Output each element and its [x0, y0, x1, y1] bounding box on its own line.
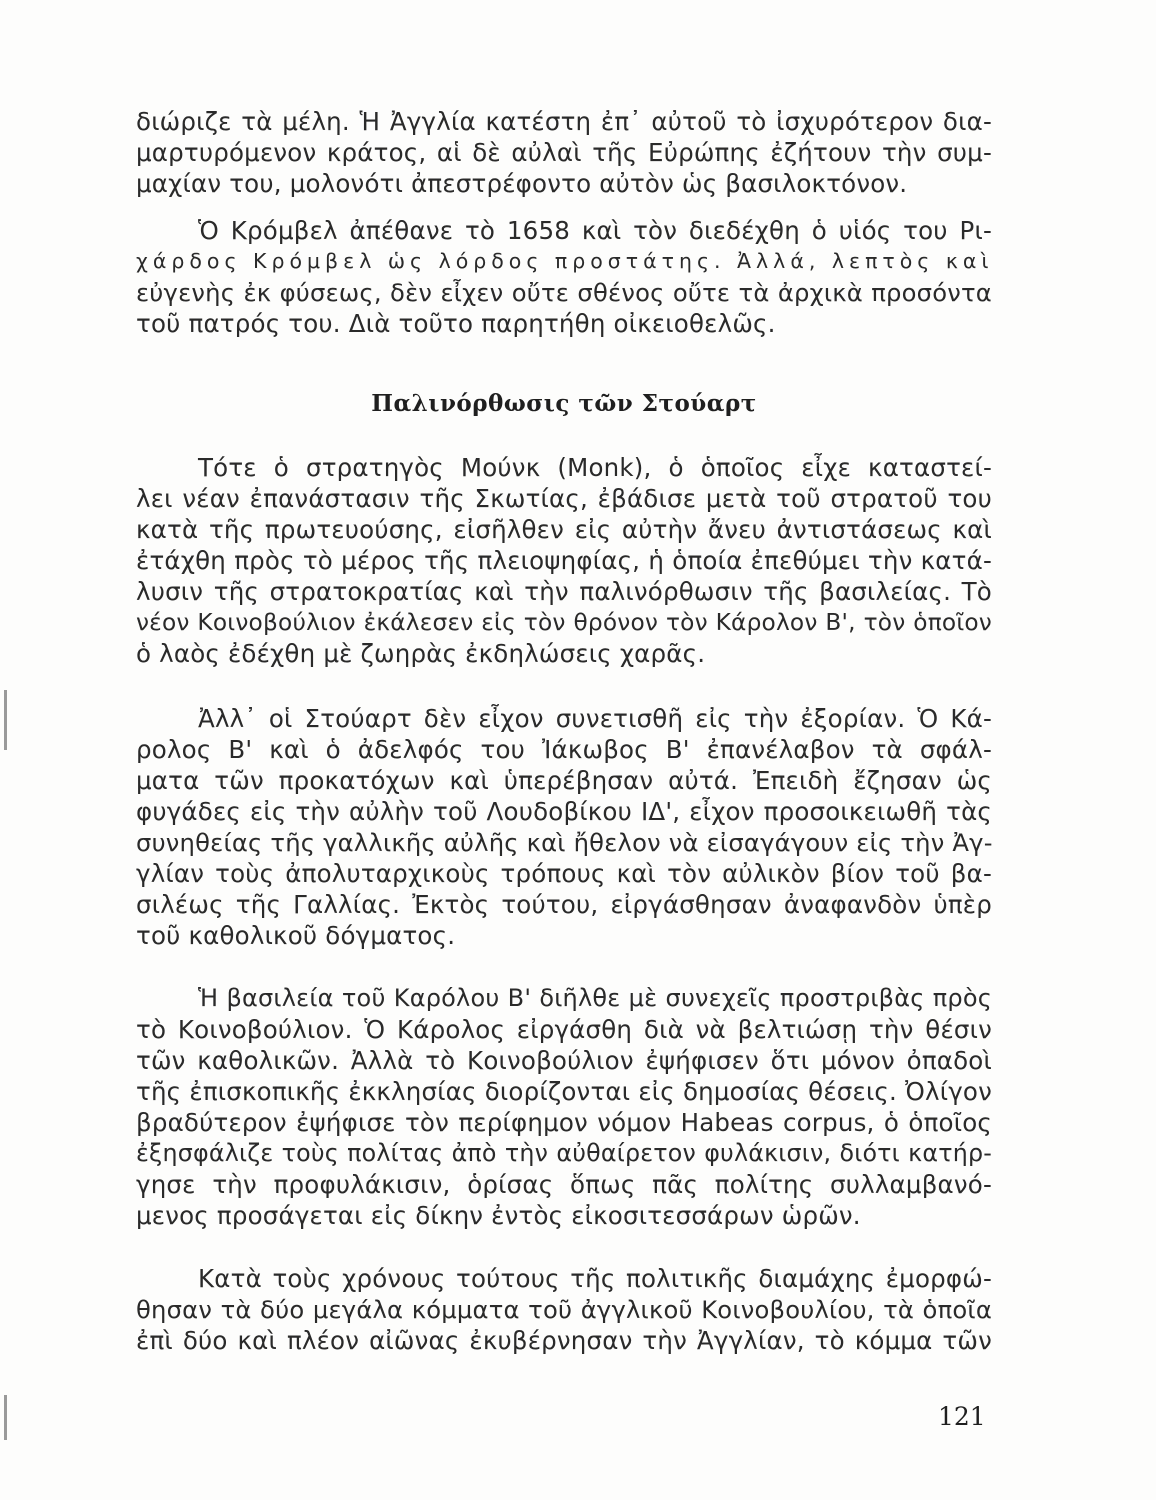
text-line: λει νέαν ἐπανάστασιν τῆς Σκωτίας, ἐβάδισε μετὰ τοῦ στρατοῦ του — [136, 484, 992, 513]
paragraph — [136, 983, 992, 1231]
text-line: μαχίαν του, μολονότι ἀπεστρέφοντο αὐτὸν ὡς βασιλοκτόνον. — [136, 169, 908, 198]
scan-edge-mark — [4, 1395, 7, 1440]
text-line: συνηθείας τῆς γαλλικῆς αὐλῆς καὶ ἤθελον νὰ εἰσαγάγουν εἰς τὴν Ἀγ- — [136, 828, 993, 857]
text-line: τοῦ πατρός του. Διὰ τοῦτο παρητήθη οἰκειοθελῶς. — [136, 309, 776, 338]
text-line: κατὰ τῆς πρωτευούσης, εἰσῆλθεν εἰς αὐτὴν ἄνευ ἀντιστάσεως καὶ — [136, 515, 992, 544]
text-line: θησαν τὰ δύο μεγάλα κόμματα τοῦ ἀγγλικοῦ Κοινοβουλίου, τὰ ὁποῖα — [136, 1295, 992, 1324]
text-line: φυγάδες εἰς τὴν αὐλὴν τοῦ Λουδοβίκου ΙΔ', εἶχον προσοικειωθῆ τὰς — [136, 797, 992, 826]
text-line: εὐγενὴς ἐκ φύσεως, δὲν εἶχεν οὔτε σθένος οὔτε τὰ ἀρχικὰ προσόντα — [136, 278, 992, 307]
text-line: ματα τῶν προκατόχων καὶ ὑπερέβησαν αὐτά. Ἐπειδὴ ἔζησαν ὡς — [136, 766, 992, 795]
text-line: μαρτυρόμενον κράτος, αἱ δὲ αὐλαὶ τῆς Εὐρώπης ἐζήτουν τὴν συμ- — [136, 138, 992, 167]
text-line: νέον Κοινοβούλιον ἐκάλεσεν εἰς τὸν θρόνον τὸν Κάρολον Β', τὸν ὁποῖον — [136, 609, 992, 636]
text-line: Κατὰ τοὺς χρόνους τούτους τῆς πολιτικῆς διαμάχης ἐμορφώ- — [198, 1264, 992, 1293]
text-line: Ἡ βασιλεία τοῦ Καρόλου Β' διῆλθε μὲ συνεχεῖς προστριβὰς πρὸς — [198, 984, 992, 1012]
scan-edge-mark — [4, 690, 7, 750]
text-line: ρολος Β' καὶ ὁ ἀδελφός του Ἰάκωβος Β' ἐπανέλαβον τὰ σφάλ- — [136, 735, 992, 764]
text-line: σιλέως τῆς Γαλλίας. Ἐκτὸς τούτου, εἰργάσθησαν ἀναφανδὸν ὑπὲρ — [136, 890, 992, 919]
paragraph — [136, 106, 992, 199]
text-line: γλίαν τοὺς ἀπολυταρχικοὺς τρόπους καὶ τὸν αὐλικὸν βίον τοῦ βα- — [136, 859, 992, 888]
text-line: ἐπὶ δύο καὶ πλέον αἰῶνας ἐκυβέρνησαν τὴν Ἀγγλίαν, τὸ κόμμα τῶν — [136, 1326, 992, 1355]
text-line: μενος προσάγεται εἰς δίκην ἐντὸς εἰκοσιτεσσάρων ὡρῶν. — [136, 1201, 861, 1230]
text-line: Τότε ὁ στρατηγὸς Μούνκ (Monk), ὁ ὁποῖος εἶχε καταστεί- — [198, 453, 992, 482]
paragraph — [136, 1263, 992, 1356]
text-line: ὁ λαὸς ἐδέχθη μὲ ζωηρὰς ἐκδηλώσεις χαρᾶς. — [136, 639, 706, 668]
text-line: τὸ Κοινοβούλιον. Ὁ Κάρολος εἰργάσθη διὰ νὰ βελτιώσῃ τὴν θέσιν — [136, 1015, 992, 1044]
text-line: λυσιν τῆς στρατοκρατίας καὶ τὴν παλινόρθωσιν τῆς βασιλείας. Τὸ — [136, 577, 992, 606]
text-line: γησε τὴν προφυλάκισιν, ὁρίσας ὅπως πᾶς πολίτης συλλαμβανό- — [136, 1170, 992, 1199]
text-line: Ἀλλ᾽ οἱ Στούαρτ δὲν εἶχον συνετισθῆ εἰς τὴν ἐξορίαν. Ὁ Κά- — [198, 704, 992, 733]
text-line: Ὁ Κρόμβελ ἀπέθανε τὸ 1658 καὶ τὸν διεδέχθη ὁ υἱός του Ρι- — [198, 216, 992, 245]
text-line: χάρδος Κρόμβελ ὡς λόρδος προστάτης. Ἀλλά, λεπτὸς καὶ — [136, 249, 994, 273]
text-line: βραδύτερον ἐψήφισε τὸν περίφημον νόμον Habeas corpus, ὁ ὁποῖος — [136, 1108, 992, 1137]
paragraph — [136, 703, 992, 951]
text-line: διώριζε τὰ μέλη. Ἡ Ἀγγλία κατέστη ἐπ᾽ αὐτοῦ τὸ ἰσχυρότερον δια- — [136, 107, 992, 136]
text-line: ἐτάχθη πρὸς τὸ μέρος τῆς πλειοψηφίας, ἡ ὁποία ἐπεθύμει τὴν κατά- — [136, 546, 992, 575]
text-line: τῆς ἐπισκοπικῆς ἐκκλησίας διορίζονται εἰς δημοσίας θέσεις. Ὀλίγον — [136, 1077, 992, 1106]
paragraph — [136, 452, 992, 669]
section-heading: Παλινόρθωσις τῶν Στούαρτ — [371, 390, 757, 417]
page-number: 121 — [938, 1402, 986, 1431]
paragraph — [136, 215, 992, 339]
text-line: τῶν καθολικῶν. Ἀλλὰ τὸ Κοινοβούλιον ἐψήφισεν ὅτι μόνον ὀπαδοὶ — [136, 1046, 992, 1075]
text-line: ἐξησφάλιζε τοὺς πολίτας ἀπὸ τὴν αὐθαίρετον φυλάκισιν, διότι κατήρ- — [136, 1139, 992, 1167]
text-line: τοῦ καθολικοῦ δόγματος. — [136, 921, 456, 950]
